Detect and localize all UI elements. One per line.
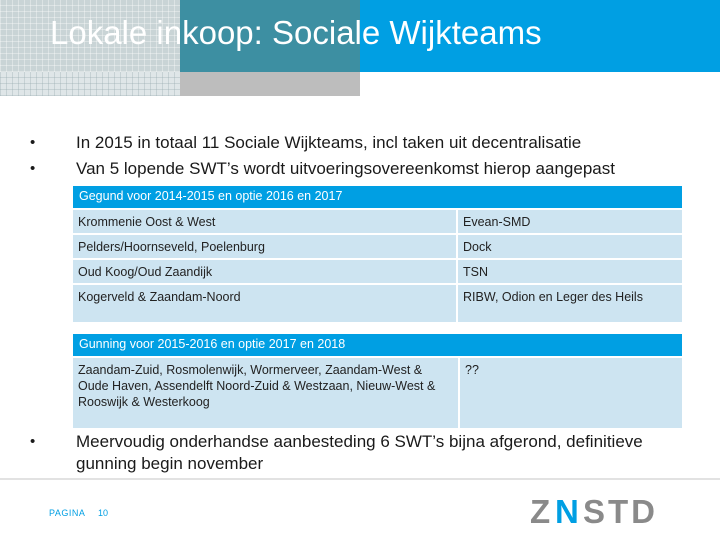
bullet-symbol: •	[30, 134, 36, 151]
provider-cell: TSN	[458, 260, 682, 283]
table-heading: Gegund voor 2014-2015 en optie 2016 en 2017	[73, 186, 682, 208]
area-cell: Kogerveld & Zaandam-Noord	[73, 285, 456, 322]
table-heading: Gunning voor 2015-2016 en optie 2017 en 2018	[73, 334, 682, 356]
table-row	[73, 358, 682, 428]
area-cell: Zaandam-Zuid, Rosmolenwijk, Wormerveer, Zaandam-West & Oude Haven, Assendelft Noord-Zuid & Westzaan, Nieuw-West & Rooswijk & Westerkoog	[73, 358, 458, 428]
svg-text:STD: STD	[583, 493, 658, 529]
pending-teams-table	[73, 334, 682, 428]
table-row	[73, 285, 682, 322]
area-cell: Oud Koog/Oud Zaandijk	[73, 260, 456, 283]
table-row	[73, 210, 682, 233]
bullet-text: In 2015 in totaal 11 Sociale Wijkteams, incl taken uit decentralisatie	[76, 133, 582, 152]
area-cell: Pelders/Hoornseveld, Poelenburg	[73, 235, 456, 258]
awarded-teams-table	[73, 186, 682, 322]
footer-divider	[0, 478, 720, 480]
provider-cell: Dock	[458, 235, 682, 258]
page-number: 10	[98, 508, 109, 518]
provider-cell: RIBW, Odion en Leger des Heils	[458, 285, 682, 322]
svg-text:Z: Z	[530, 493, 552, 529]
page-label: PAGINA	[49, 508, 86, 518]
table-row	[73, 260, 682, 283]
area-cell: Krommenie Oost & West	[73, 210, 456, 233]
bullet-symbol: •	[30, 160, 36, 177]
header-texture-strip	[0, 72, 180, 96]
provider-cell: Evean-SMD	[458, 210, 682, 233]
provider-cell: ??	[460, 358, 682, 428]
bullet-text: Meervoudig onderhandse aanbesteding 6 SWT’s bijna afgerond, definitieve gunning begin november	[76, 432, 643, 473]
slide-title: Lokale inkoop: Sociale Wijkteams	[50, 14, 542, 51]
bullet-symbol: •	[30, 433, 36, 450]
table-row	[73, 235, 682, 258]
znstd-logo	[530, 493, 680, 529]
bullet-text: Van 5 lopende SWT’s wordt uitvoeringsovereenkomst hierop aangepast	[76, 159, 615, 178]
svg-text:N: N	[555, 493, 580, 529]
